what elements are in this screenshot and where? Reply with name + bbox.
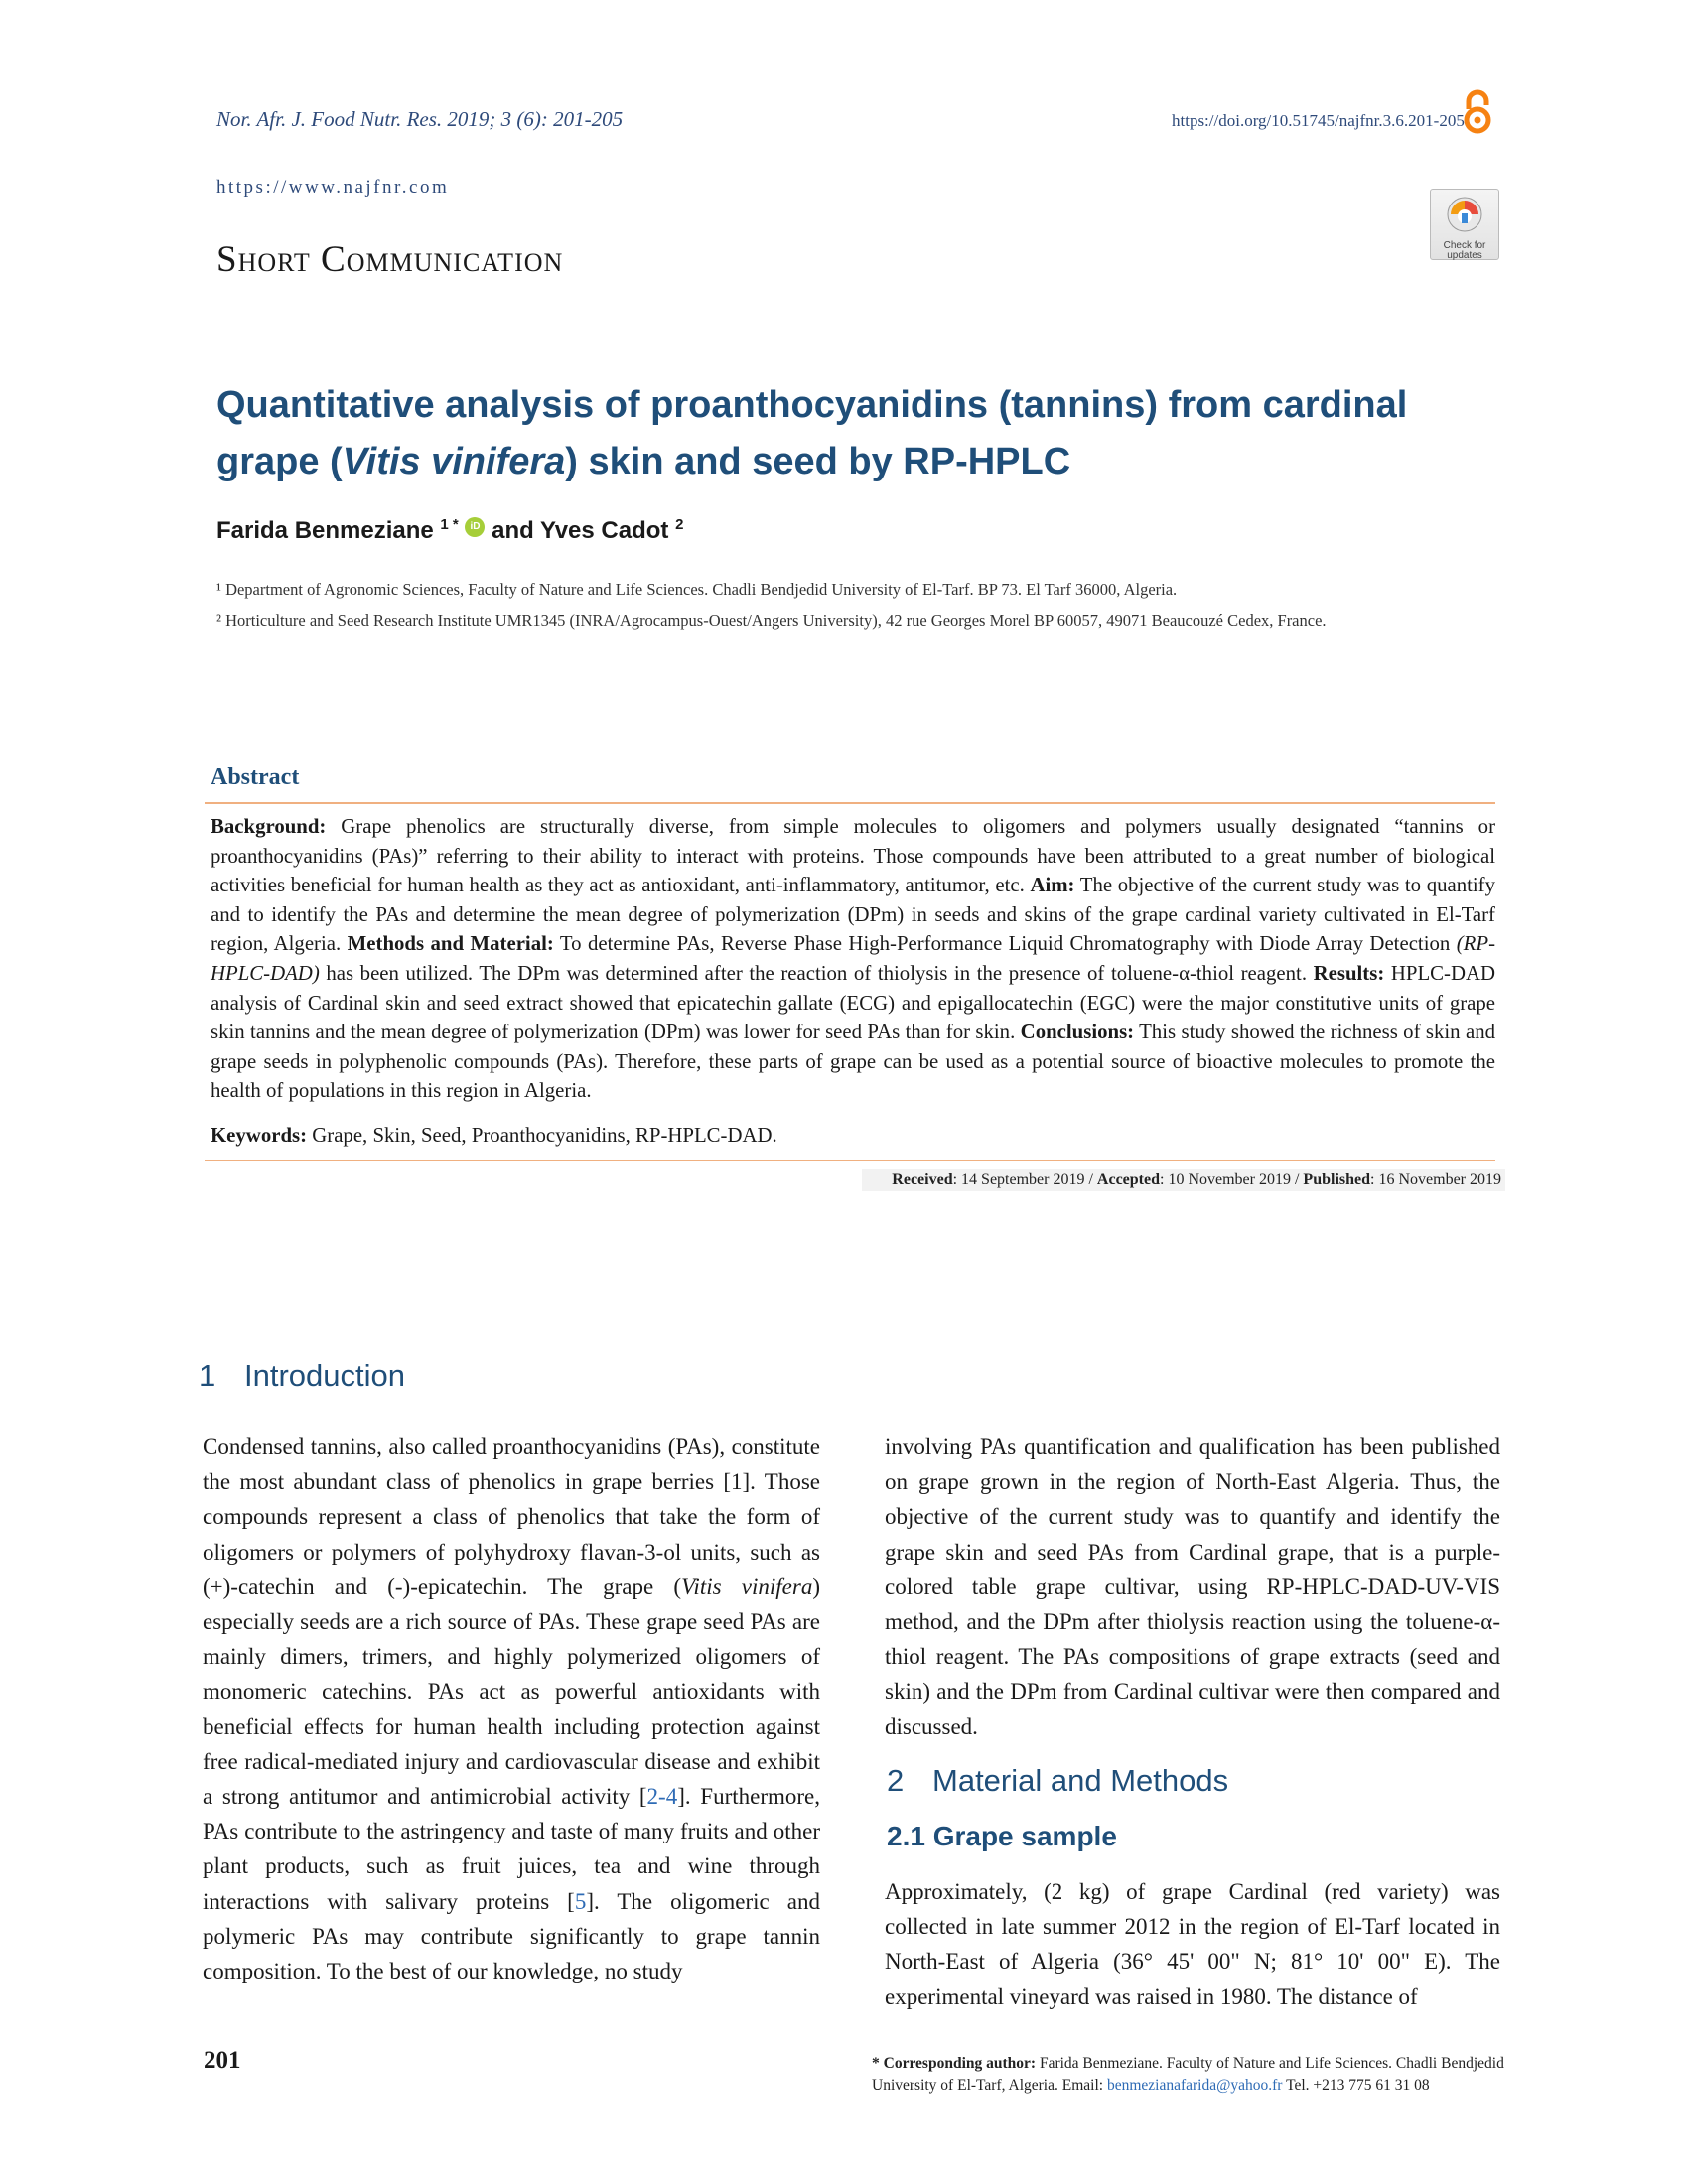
author-list: Farida Benmeziane $^{1 *}$ iD and Yves Cadot $^2$ <box>216 516 684 544</box>
open-access-icon <box>1460 89 1495 135</box>
doi-link[interactable]: https://doi.org/10.51745/najfnr.3.6.201-205 <box>1172 111 1465 130</box>
affiliation-2: ² Horticulture and Seed Research Institute UMR1345 (INRA/Agrocampus-Ouest/Angers University), 42 rue Georges Morel BP 60057, 49071 Beaucouzé Cedex, France. <box>216 612 1327 630</box>
abstract-text: Background: Grape phenolics are structurally diverse, from simple molecules to oligomers and polymers usually designated “tannins or proanthocyanidins (PAs)” referring to their ability to interact with proteins. Those compounds have been attributed to a great number of biological activities beneficial for human health as they act as antioxidant, anti-inflammatory, antitumor, etc. Aim: The objective of the current study was to quantify and to identify the PAs and determine the mean degree of polymerization (DPm) in seeds and skins of the grape cardinal variety cultivated in El-Tarf region, Algeria. Methods and Material: To determine PAs, Reverse Phase High-Performance Liquid Chromatography with Diode Array Detection (RP-HPLC-DAD) has been utilized. The DPm was determined after the reaction of thiolysis in the presence of toluene-α-thiol reagent. Results: HPLC-DAD analysis of Cardinal skin and seed extract showed that epicatechin gallate (ECG) and epigallocatechin (EGC) were the major constitutive units of grape skin tannins and the mean degree of polymerization (DPm) was lower for seed PAs than for skin. Conclusions: This study showed the richness of skin and grape seeds in polyphenolic compounds (PAs). Therefore, these parts of grape can be used as a potential source of bioactive molecules to promote the health of populations in this region in Algeria. <box>211 815 1496 1103</box>
abstract-heading: Abstract <box>211 764 300 790</box>
article-title: Quantitative analysis of proanthocyanidins (tannins) from cardinal grape (Vitis vinifera) skin and seed by RP-HPLC <box>216 384 1408 482</box>
check-for-updates-badge[interactable] <box>1430 189 1499 260</box>
section-heading-methods: 2 Material and Methods <box>887 1763 1229 1798</box>
intro-right-column: involving PAs quantification and qualification has been published on grape grown in the region of North-East Algeria. Thus, the objective of the current study was to quantify and identify the grape skin and seed PAs from Cardinal grape, that is a purple-colored table grape cultivar, using RP-HPLC-DAD-UV-VIS method, and the DPm after thiolysis reaction using the toluene-α-thiol reagent. The PAs compositions of grape extracts (seed and skin) and the DPm from Cardinal cultivar were then compared and discussed. <box>885 1434 1500 1739</box>
journal-website-link[interactable]: https://www.najfnr.com <box>216 177 450 198</box>
abstract-rule-bottom <box>205 1160 1495 1161</box>
journal-citation: Nor. Afr. J. Food Nutr. Res. 2019; 3 (6): 201-205 <box>216 107 624 131</box>
reference-link[interactable]: 5 <box>574 1888 587 1914</box>
corresponding-author-note: * Corresponding author: Farida Benmeziane. Faculty of Nature and Life Sciences. Chadli Bendjedid University of El-Tarf, Algeria. Email: benmezianafarida@yahoo.fr Tel. +213 775 61 31 08 <box>872 2055 1504 2094</box>
crossmark-icon <box>1445 195 1484 234</box>
orcid-icon[interactable]: iD <box>465 517 485 537</box>
section-heading-introduction: 1 Introduction <box>199 1358 405 1393</box>
author-name: Farida Benmeziane <box>216 517 434 544</box>
affiliation-1: ¹ Department of Agronomic Sciences, Faculty of Nature and Life Sciences. Chadli Bendjedid University of El-Tarf. BP 73. El Tarf 36000, Algeria. <box>216 580 1178 599</box>
reference-link[interactable]: 2-4 <box>646 1784 678 1810</box>
check-updates-label: Check for updates <box>1443 240 1486 261</box>
subsection-heading-grape-sample: 2.1 Grape sample <box>887 1821 1117 1851</box>
section-type: Short Communication <box>216 239 564 280</box>
article-dates: Received: 14 September 2019 / Accepted: 10 November 2019 / Published: 16 November 2019 <box>862 1169 1505 1191</box>
methods-text: Approximately, (2 kg) of grape Cardinal (red variety) was collected in late summer 2012 in the region of El-Tarf located in North-East of Algeria (36° 45' 00" N; 81° 10' 00" E). The experimental vineyard was raised in 1980. The distance of <box>885 1879 1500 2009</box>
keywords: Keywords: Grape, Skin, Seed, Proanthocyanidins, RP-HPLC-DAD. <box>211 1124 777 1147</box>
email-link[interactable]: benmezianafarida@yahoo.fr <box>1106 2077 1283 2094</box>
abstract-rule-top <box>205 802 1495 804</box>
page-number: 201 <box>204 2047 241 2074</box>
intro-left-column: Condensed tannins, also called proanthocyanidins (PAs), constitute the most abundant class of phenolics in grape berries [1]. Those compounds represent a class of phenolics that take the form of oligomers or polymers of polyhydroxy flavan-3-ol units, such as (+)-catechin and (-)-epicatechin. The grape (Vitis vinifera) especially seeds are a rich source of PAs. These grape seed PAs are mainly dimers, trimers, and highly polymerized oligomers of monomeric catechins. PAs act as powerful antioxidants with beneficial effects for human health including protection against free radical-mediated injury and cardiovascular disease and exhibit a strong antitumor and antimicrobial activity [2-4]. Furthermore, PAs contribute to the astringency and taste of many fruits and other plant products, such as fruit juices, tea and wine through interactions with salivary proteins [5]. The oligomeric and polymeric PAs may contribute significantly to grape tannin composition. To the best of our knowledge, no study <box>203 1434 820 1984</box>
